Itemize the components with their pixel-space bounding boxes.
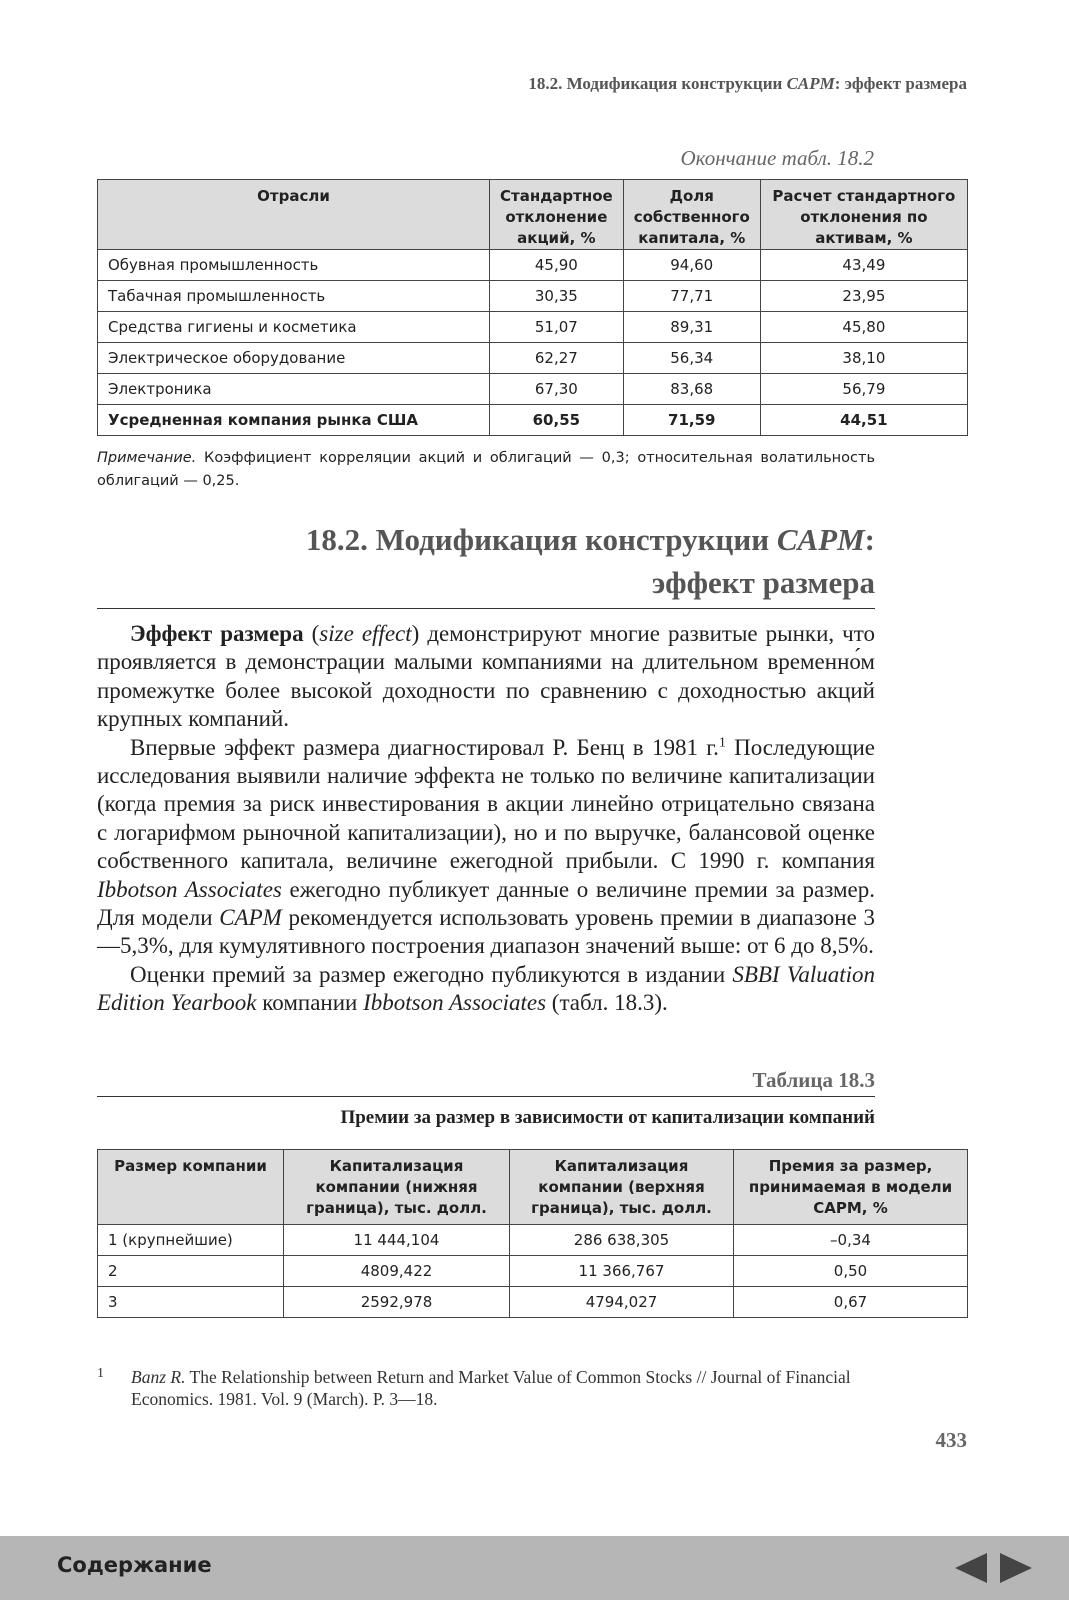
column-header: Стандартное отклонение акций, % (490, 180, 624, 250)
table-cell: Электроника (98, 374, 490, 405)
table-cell: 4809,422 (284, 1256, 510, 1287)
footnote-reference[interactable]: 1 (718, 734, 726, 750)
table-cell: 2592,978 (284, 1287, 510, 1318)
table-cell: 30,35 (490, 281, 624, 312)
table-title: Премии за размер в зависимости от капитализации компаний (340, 1107, 875, 1128)
table-cell: 1 (крупнейшие) (98, 1225, 284, 1256)
table-row (98, 1287, 968, 1318)
table-cell: 60,55 (490, 405, 624, 436)
table-row (98, 343, 968, 374)
page-number: 433 (935, 1428, 967, 1452)
table-label-rule (97, 1096, 875, 1097)
table-row (98, 312, 968, 343)
table-cell: 38,10 (760, 343, 967, 374)
column-header: Расчет стандартного отклонения по активам, % (760, 180, 967, 250)
contents-link[interactable]: Содержание (57, 1553, 212, 1577)
running-head: 18.2. Модификация конструкции CAPM: эффект размера (528, 74, 967, 93)
column-header: Отрасли (98, 180, 490, 250)
body-text (97, 620, 875, 1018)
table-cell: 89,31 (623, 312, 760, 343)
industry-volatility-table (97, 179, 968, 436)
table-cell: 62,27 (490, 343, 624, 374)
table-label: Таблица 18.3 (752, 1068, 875, 1092)
table-cell: 0,50 (734, 1256, 968, 1287)
table-cell: 4794,027 (510, 1287, 734, 1318)
table-cell: Электрическое оборудование (98, 343, 490, 374)
table-cell: 11 444,104 (284, 1225, 510, 1256)
column-header: Капитализация компании (нижняя граница), тыс. долл. (284, 1150, 510, 1225)
table-cell: 77,71 (623, 281, 760, 312)
table-cell: 23,95 (760, 281, 967, 312)
table-cell: 3 (98, 1287, 284, 1318)
table-cell: 0,67 (734, 1287, 968, 1318)
table-note: Примечание. Коэффициент корреляции акций и облигаций — 0,3; относительная волатильность облигаций — 0,25. (97, 450, 875, 489)
table-cell: 43,49 (760, 250, 967, 281)
table-cell: 11 366,767 (510, 1256, 734, 1287)
table-cell: Табачная промышленность (98, 281, 490, 312)
table-cell: –0,34 (734, 1225, 968, 1256)
table-row (98, 281, 968, 312)
section-rule (97, 608, 875, 609)
table-cell: 56,79 (760, 374, 967, 405)
table-cell: Средства гигиены и косметика (98, 312, 490, 343)
table-cell: 286 638,305 (510, 1225, 734, 1256)
section-heading: 18.2. Модификация конструкции CAPM: эффект размера (305, 522, 875, 600)
table-cell: 67,30 (490, 374, 624, 405)
table-cell: 45,80 (760, 312, 967, 343)
table-cell: Усредненная компания рынка США (98, 405, 490, 436)
column-header: Размер компании (98, 1150, 284, 1225)
footnote: 1 Banz R. The Relationship between Return and Market Value of Common Stocks // Journal of Financial Economics. 1981. Vol. 9 (March). P. 3—18. (97, 1366, 875, 1410)
next-page-icon[interactable] (1000, 1553, 1032, 1583)
table-cell: 56,34 (623, 343, 760, 374)
table-cell: 2 (98, 1256, 284, 1287)
table-cell: 94,60 (623, 250, 760, 281)
paragraph: Оценки премий за размер ежегодно публикуются в издании SBBI Valuation Edition Yearbook компании Ibbotson Associates (табл. 18.3). (97, 961, 875, 1016)
previous-page-icon[interactable] (955, 1553, 987, 1583)
table-row (98, 1256, 968, 1287)
table-cell: Обувная промышленность (98, 250, 490, 281)
table-cell: 45,90 (490, 250, 624, 281)
paragraph: Впервые эффект размера диагностировал Р. Бенц в 1981 г.$^1$ Последующие исследования выявили наличие эффекта не только по величине капитализации (когда премия за риск инвестирования в акции линейно отрицательно связана с логарифмом рыночной капитализации), но и по выручке, балансовой оценке собственного капитала, величине ежегодной прибыли. С 1990 г. компания Ibbotson Associates ежегодно публикует данные о величине премии за размер. Для модели CAPM рекомендуется использовать уровень премии в диапазоне 3—5,3%, для кумулятивного построения диапазон значений выше: от 6 до 8,5%. (97, 734, 875, 959)
column-header: Капитализация компании (верхняя граница), тыс. долл. (510, 1150, 734, 1225)
table-cell: 44,51 (760, 405, 967, 436)
table-row (98, 1225, 968, 1256)
table-row (98, 250, 968, 281)
table-total-row (98, 405, 968, 436)
table-continuation-caption: Окончание табл. 18.2 (680, 146, 874, 170)
column-header: Доля собственного капитала, % (623, 180, 760, 250)
table-row (98, 374, 968, 405)
navigation-bar (0, 1536, 1069, 1600)
footnote-mark: 1 (97, 1366, 104, 1381)
size-premium-table (97, 1149, 968, 1318)
table-cell: 51,07 (490, 312, 624, 343)
table-cell: 71,59 (623, 405, 760, 436)
table-cell: 83,68 (623, 374, 760, 405)
column-header: Премия за размер, принимаемая в модели CAPM, % (734, 1150, 968, 1225)
paragraph: Эффект размера (size effect) демонстрируют многие развитые рынки, что проявляется в демонстрации малыми компаниями на длительном временно́м промежутке более высокой доходности по сравнению с доходностью акций крупных компаний. (97, 621, 875, 732)
